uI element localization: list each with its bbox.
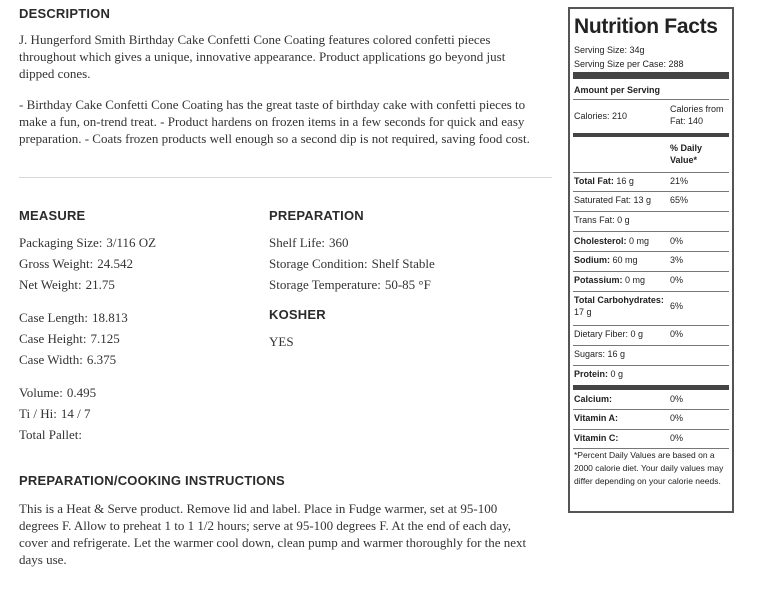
dietary-fiber-dv: 0% <box>670 329 684 339</box>
row-divider <box>573 365 729 366</box>
instructions-line: degrees F. Allow to preheat 1 to 1 1/2 hours; serve at 95-100 degrees F. At the end of each day, <box>19 518 512 533</box>
kosher-value: YES <box>269 334 294 349</box>
description-line: dipped cones. <box>19 66 91 81</box>
calories-from-fat-line: Calories from <box>670 104 724 114</box>
total-fat-dv: 21% <box>670 176 689 186</box>
net-weight-value: 21.75 <box>85 277 115 292</box>
potassium-amount: 0 mg <box>625 275 646 285</box>
case-length-value: 18.813 <box>91 310 128 325</box>
storage-temperature-value: 50-85 °F <box>384 277 431 292</box>
case-length-label: Case Length: <box>19 310 88 325</box>
thick-divider <box>573 72 729 79</box>
vitamin-a-label: Vitamin A: <box>574 413 619 423</box>
packaging-size-value: 3/116 OZ <box>106 235 157 250</box>
volume-row <box>19 385 96 401</box>
sodium-label: Sodium: <box>574 255 610 265</box>
instructions-line: cover and refrigerate. Let the warmer cool down, clean pump and warmer thoroughly for the next <box>19 535 527 550</box>
kosher-heading: KOSHER <box>269 307 326 322</box>
amount-per-serving: Amount per Serving <box>574 85 661 95</box>
saturated-fat: Saturated Fat: 13 g <box>574 195 652 205</box>
gross-weight-value: 24.542 <box>97 256 133 271</box>
description-line: throughout which gives a unique, innovative appearance. Product applications go beyond just <box>19 49 506 64</box>
case-height-label: Case Height: <box>19 331 87 346</box>
medium-divider <box>573 385 729 390</box>
description-line: - Birthday Cake Confetti Cone Coating has the great taste of birthday cake with confetti pieces to <box>19 97 526 112</box>
serving-size: Serving Size: 34g <box>574 45 645 55</box>
row-divider <box>573 99 729 100</box>
case-width-value: 6.375 <box>86 352 117 367</box>
potassium-dv: 0% <box>670 275 684 285</box>
row-divider <box>573 409 729 410</box>
storage-temperature-row <box>269 277 431 293</box>
row-divider <box>573 211 729 212</box>
instructions-heading: PREPARATION/COOKING INSTRUCTIONS <box>19 473 285 488</box>
section-divider <box>19 177 552 178</box>
vitamin-c-dv: 0% <box>670 433 684 443</box>
ti-hi-label: Ti / Hi: <box>19 406 57 421</box>
row-divider <box>573 291 729 292</box>
row-divider <box>573 172 729 173</box>
measure-heading: MEASURE <box>19 208 86 223</box>
sodium-row <box>574 254 638 266</box>
storage-condition-row <box>269 256 435 272</box>
packaging-size-label: Packaging Size: <box>19 235 103 250</box>
medium-divider <box>573 133 729 137</box>
total-pallet-label: Total Pallet: <box>19 427 82 442</box>
storage-condition-value: Shelf Stable <box>371 256 435 271</box>
potassium-label: Potassium: <box>574 275 623 285</box>
trans-fat: Trans Fat: 0 g <box>574 215 630 225</box>
calories: Calories: 210 <box>574 111 628 121</box>
row-divider <box>573 191 729 192</box>
calories-from-fat <box>670 103 724 127</box>
total-fat-amount: 16 g <box>616 176 634 186</box>
description-line: preparation. - Coats frozen products well enough so a second dip is not required, saving food cost. <box>19 131 530 146</box>
storage-temperature-label: Storage Temperature: <box>269 277 381 292</box>
calcium-dv: 0% <box>670 394 684 404</box>
protein-label: Protein: <box>574 369 609 379</box>
shelf-life-label: Shelf Life: <box>269 235 325 250</box>
packaging-size-row <box>19 235 156 251</box>
description-line: J. Hungerford Smith Birthday Cake Confetti Cone Coating features colored confetti pieces <box>19 32 491 47</box>
servings-per-case: Serving Size per Case: 288 <box>574 59 684 69</box>
case-height-row <box>19 331 120 347</box>
row-divider <box>573 345 729 346</box>
row-divider <box>573 429 729 430</box>
net-weight-label: Net Weight: <box>19 277 82 292</box>
instructions-line: days use. <box>19 552 67 567</box>
vitamin-a-dv: 0% <box>670 413 684 423</box>
total-carbohydrates-amount: 17 g <box>574 307 592 317</box>
case-height-value: 7.125 <box>90 331 120 346</box>
total-pallet-row <box>19 427 82 443</box>
cholesterol-label: Cholesterol: <box>574 236 627 246</box>
row-divider <box>573 251 729 252</box>
vitamin-c-label: Vitamin C: <box>574 433 619 443</box>
ti-hi-value: 14 / 7 <box>60 406 91 421</box>
cholesterol-dv: 0% <box>670 236 684 246</box>
nutrition-facts-panel <box>568 7 734 513</box>
shelf-life-row <box>269 235 348 251</box>
gross-weight-label: Gross Weight: <box>19 256 94 271</box>
daily-value-header-line: % Daily <box>670 143 703 153</box>
daily-value-header-line: Value* <box>670 155 698 165</box>
calcium-label: Calcium: <box>574 394 613 404</box>
description-heading: DESCRIPTION <box>19 6 111 21</box>
protein-amount: 0 g <box>610 369 624 379</box>
sodium-amount: 60 mg <box>612 255 638 265</box>
total-carbohydrates-dv: 6% <box>670 301 684 311</box>
nutrition-facts-title: Nutrition Facts <box>574 15 718 38</box>
cholesterol-row <box>574 235 649 247</box>
case-width-label: Case Width: <box>19 352 83 367</box>
cholesterol-amount: 0 mg <box>629 236 650 246</box>
preparation-heading: PREPARATION <box>269 208 364 223</box>
gross-weight-row <box>19 256 133 272</box>
row-divider <box>573 271 729 272</box>
calories-from-fat-line: Fat: 140 <box>670 116 704 126</box>
daily-value-footnote: *Percent Daily Values are based on a 2000 calorie diet. Your daily values may differ depending on your calorie needs. <box>574 450 724 486</box>
storage-condition-label: Storage Condition: <box>269 256 368 271</box>
description-line: make a fun, on-trend treat. - Product hardens on frozen items in a few seconds for quick and easy <box>19 114 525 129</box>
volume-value: 0.495 <box>66 385 97 400</box>
row-divider <box>573 231 729 232</box>
dietary-fiber: Dietary Fiber: 0 g <box>574 329 644 339</box>
shelf-life-value: 360 <box>328 235 349 250</box>
sugars: Sugars: 16 g <box>574 349 626 359</box>
sodium-dv: 3% <box>670 255 684 265</box>
case-length-row <box>19 310 128 326</box>
potassium-row <box>574 274 645 286</box>
total-carbohydrates-row <box>574 294 664 318</box>
net-weight-row <box>19 277 115 293</box>
case-width-row <box>19 352 116 368</box>
row-divider <box>573 325 729 326</box>
volume-label: Volume: <box>19 385 63 400</box>
total-fat-row <box>574 175 634 187</box>
saturated-fat-dv: 65% <box>670 195 689 205</box>
total-fat-label: Total Fat: <box>574 176 614 186</box>
daily-value-header <box>670 142 702 166</box>
ti-hi-row <box>19 406 90 422</box>
protein-row <box>574 368 623 380</box>
total-carbohydrates-label: Total Carbohydrates: <box>574 295 664 305</box>
instructions-line: This is a Heat & Serve product. Remove lid and label. Place in Fudge warmer, set at 95-100 <box>19 501 498 516</box>
